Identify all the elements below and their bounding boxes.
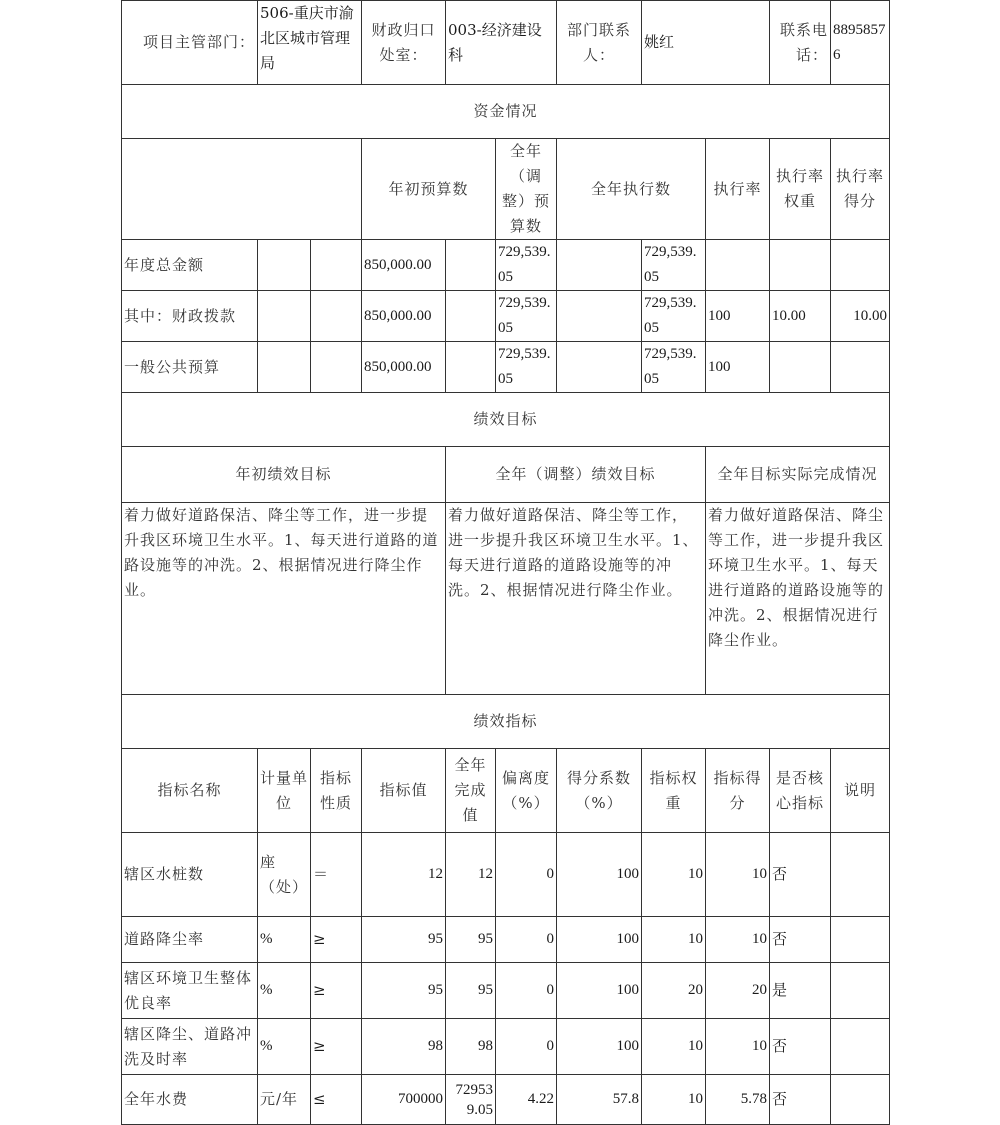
funds-header-blank xyxy=(122,139,362,240)
indicator-score: 5.78 xyxy=(706,1075,770,1125)
indicator-unit: % xyxy=(258,1019,311,1075)
indicator-coef: 100 xyxy=(557,1019,642,1075)
dept-value: 506-重庆市渝北区城市管理局 xyxy=(258,1,362,85)
actual-goal-text: 着力做好道路保洁、降尘等工作，进一步提升我区环境卫生水平。1、每天进行道路的道路设施等的冲洗。2、根据情况进行降尘作业。 xyxy=(706,503,890,695)
goals-row xyxy=(122,503,890,695)
indicator-target: 98 xyxy=(362,1019,446,1075)
indicator-weight: 10 xyxy=(642,1019,706,1075)
indicator-deviation: 0 xyxy=(496,963,557,1019)
indicator-unit: % xyxy=(258,963,311,1019)
indicators-section-title: 绩效指标 xyxy=(122,695,890,749)
indicator-note xyxy=(831,917,890,963)
funds-row-label: 其中：财政拨款 xyxy=(122,291,258,342)
indicator-nature: ＝ xyxy=(311,833,362,917)
indicator-nature: ≥ xyxy=(311,1019,362,1075)
indicator-score: 10 xyxy=(706,1019,770,1075)
indicator-target: 95 xyxy=(362,917,446,963)
contact-value: 姚红 xyxy=(642,1,770,85)
col-actual: 全年完成值 xyxy=(446,749,496,833)
col-initial-budget: 年初预算数 xyxy=(362,139,496,240)
col-exec-weight: 执行率权重 xyxy=(770,139,831,240)
indicator-target: 95 xyxy=(362,963,446,1019)
finance-label: 财政归口处室： xyxy=(362,1,446,85)
indicator-row xyxy=(122,963,890,1019)
indicator-coef: 100 xyxy=(557,833,642,917)
col-exec-rate: 执行率 xyxy=(706,139,770,240)
indicator-core: 否 xyxy=(770,833,831,917)
indicator-coef: 100 xyxy=(557,963,642,1019)
indicator-name: 全年水费 xyxy=(122,1075,258,1125)
funds-row xyxy=(122,342,890,393)
indicator-deviation: 0 xyxy=(496,917,557,963)
indicator-coef: 57.8 xyxy=(557,1075,642,1125)
funds-score: 10.00 xyxy=(831,291,890,342)
funds-executed: 729,539.05 xyxy=(642,240,706,291)
indicator-row xyxy=(122,917,890,963)
phone-label: 联系电话： xyxy=(770,1,831,85)
col-adjusted-goal: 全年（调整）绩效目标 xyxy=(446,447,706,503)
indicator-core: 否 xyxy=(770,917,831,963)
adjusted-goal-text: 着力做好道路保洁、降尘等工作，进一步提升我区环境卫生水平。1、每天进行道路的道路设施等的冲洗。2、根据情况进行降尘作业。 xyxy=(446,503,706,695)
funds-rate: 100 xyxy=(706,291,770,342)
initial-goal-text: 着力做好道路保洁、降尘等工作，进一步提升我区环境卫生水平。1、每天进行道路的道路设施等的冲洗。2、根据情况进行降尘作业。 xyxy=(122,503,446,695)
indicator-actual: 95 xyxy=(446,917,496,963)
funds-row-label: 年度总金额 xyxy=(122,240,258,291)
indicator-weight: 10 xyxy=(642,1075,706,1125)
funds-weight xyxy=(770,240,831,291)
indicator-name: 道路降尘率 xyxy=(122,917,258,963)
funds-executed: 729,539.05 xyxy=(642,342,706,393)
indicator-core: 否 xyxy=(770,1019,831,1075)
indicator-note xyxy=(831,833,890,917)
funds-adjusted: 729,539.05 xyxy=(496,240,557,291)
indicator-note xyxy=(831,1075,890,1125)
indicator-actual: 98 xyxy=(446,1019,496,1075)
funds-row xyxy=(122,291,890,342)
indicator-weight: 10 xyxy=(642,917,706,963)
funds-adjusted: 729,539.05 xyxy=(496,342,557,393)
indicator-unit: % xyxy=(258,917,311,963)
indicator-weight: 10 xyxy=(642,833,706,917)
col-target: 指标值 xyxy=(362,749,446,833)
phone-value: 88958576 xyxy=(831,1,890,85)
col-deviation: 偏离度（%） xyxy=(496,749,557,833)
indicator-deviation: 0 xyxy=(496,1019,557,1075)
dept-label: 项目主管部门： xyxy=(122,1,258,85)
indicator-nature: ≤ xyxy=(311,1075,362,1125)
col-indicator-name: 指标名称 xyxy=(122,749,258,833)
finance-value: 003-经济建设科 xyxy=(446,1,557,85)
funds-row-label: 一般公共预算 xyxy=(122,342,258,393)
indicator-nature: ≥ xyxy=(311,963,362,1019)
indicator-deviation: 4.22 xyxy=(496,1075,557,1125)
indicator-row xyxy=(122,1019,890,1075)
funds-header-row xyxy=(122,139,890,240)
indicator-actual: 729539.05 xyxy=(446,1075,496,1125)
indicator-score: 10 xyxy=(706,833,770,917)
indicator-name: 辖区水桩数 xyxy=(122,833,258,917)
indicator-note xyxy=(831,1019,890,1075)
col-weight: 指标权重 xyxy=(642,749,706,833)
indicator-score: 10 xyxy=(706,917,770,963)
indicator-actual: 12 xyxy=(446,833,496,917)
col-exec-score: 执行率得分 xyxy=(831,139,890,240)
indicator-note xyxy=(831,963,890,1019)
col-unit: 计量单位 xyxy=(258,749,311,833)
indicator-target: 12 xyxy=(362,833,446,917)
funds-row xyxy=(122,240,890,291)
indicator-name: 辖区降尘、道路冲洗及时率 xyxy=(122,1019,258,1075)
col-nature: 指标性质 xyxy=(311,749,362,833)
funds-section-title: 资金情况 xyxy=(122,85,890,139)
funds-initial: 850,000.00 xyxy=(362,291,446,342)
funds-initial: 850,000.00 xyxy=(362,240,446,291)
goals-header-row xyxy=(122,447,890,503)
col-note: 说明 xyxy=(831,749,890,833)
contact-label: 部门联系人： xyxy=(557,1,642,85)
indicator-deviation: 0 xyxy=(496,833,557,917)
col-core: 是否核心指标 xyxy=(770,749,831,833)
indicator-unit: 座（处） xyxy=(258,833,311,917)
funds-rate xyxy=(706,240,770,291)
funds-weight: 10.00 xyxy=(770,291,831,342)
indicator-unit: 元/年 xyxy=(258,1075,311,1125)
indicator-target: 700000 xyxy=(362,1075,446,1125)
funds-rate: 100 xyxy=(706,342,770,393)
indicator-coef: 100 xyxy=(557,917,642,963)
funds-score xyxy=(831,342,890,393)
funds-adjusted: 729,539.05 xyxy=(496,291,557,342)
indicator-weight: 20 xyxy=(642,963,706,1019)
indicators-header-row xyxy=(122,749,890,833)
goals-section-title: 绩效目标 xyxy=(122,393,890,447)
indicator-nature: ≥ xyxy=(311,917,362,963)
performance-report-table xyxy=(121,0,890,1125)
col-coef: 得分系数（%） xyxy=(557,749,642,833)
indicator-core: 是 xyxy=(770,963,831,1019)
indicator-row xyxy=(122,833,890,917)
col-score: 指标得分 xyxy=(706,749,770,833)
col-executed: 全年执行数 xyxy=(557,139,706,240)
col-actual-goal: 全年目标实际完成情况 xyxy=(706,447,890,503)
indicator-row xyxy=(122,1075,890,1125)
col-initial-goal: 年初绩效目标 xyxy=(122,447,446,503)
indicator-core: 否 xyxy=(770,1075,831,1125)
header-info-row xyxy=(122,1,890,85)
col-adjusted-budget: 全年（调整）预算数 xyxy=(496,139,557,240)
funds-initial: 850,000.00 xyxy=(362,342,446,393)
funds-weight xyxy=(770,342,831,393)
indicator-name: 辖区环境卫生整体优良率 xyxy=(122,963,258,1019)
indicator-score: 20 xyxy=(706,963,770,1019)
funds-executed: 729,539.05 xyxy=(642,291,706,342)
funds-score xyxy=(831,240,890,291)
indicator-actual: 95 xyxy=(446,963,496,1019)
